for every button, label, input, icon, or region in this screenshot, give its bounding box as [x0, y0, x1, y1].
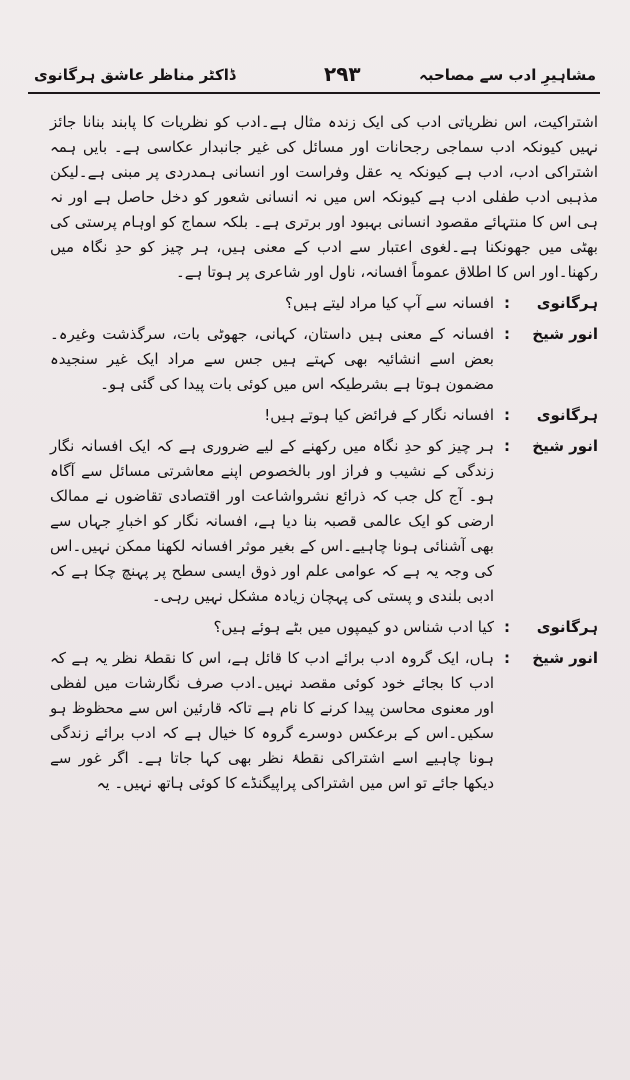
speaker-label: ہرگانوی [536, 294, 598, 312]
speaker-colon: : [504, 406, 510, 424]
page-header [28, 58, 600, 94]
dialogue-text: افسانہ سے آپ کیا مراد لیتے ہیں؟ [284, 294, 494, 312]
dialogue-entry [50, 434, 598, 609]
dialogue-text: افسانہ نگار کے فرائض کیا ہوتے ہیں! [264, 406, 494, 424]
dialogue-entry [50, 615, 598, 640]
speaker-label: ہرگانوی [536, 406, 598, 424]
author-name: ڈاکٹر مناظر عاشق ہرگانوی [34, 66, 236, 84]
dialogue-entry [50, 291, 598, 316]
intro-section [50, 110, 598, 285]
speaker-label: انور شیخ [532, 649, 598, 667]
dialogue-text: افسانہ کے معنی ہیں داستان، کہانی، جھوٹی بات، سرگذشت وغیرہ۔بعض اسے انشائیہ بھی کہتے ہیں جس سے مراد ایک غیر سنجیدہ مضمون ہوتا ہے بشرطیکہ اس میں کوئی بات پیدا کی گئی ہو۔ [50, 325, 494, 393]
speaker-colon: : [504, 618, 510, 636]
dialogue-entry [50, 403, 598, 428]
dialogue-entry [50, 322, 598, 397]
speaker-colon: : [504, 294, 510, 312]
dialogue-entry [50, 646, 598, 796]
speaker-colon: : [504, 437, 510, 455]
page-number: ۲۹۳ [324, 62, 361, 86]
book-title: مشاہیرِ ادب سے مصاحبہ [419, 66, 596, 84]
page-body [50, 110, 598, 796]
dialogue-text: کیا ادب شناس دو کیمپوں میں بٹے ہوئے ہیں؟ [213, 618, 494, 636]
intro-paragraph: اشتراکیت، اس نظریاتی ادب کی ایک زندہ مثال ہے۔ادب کو نظریات کا پابند بنانا جائز نہیں کیونکہ ادب سماجی رجحانات اور مسائل کی غیر جانبدار عکاسی ہے۔ بایں ہمہ اشتراکی ادب، ادب ہے کیونکہ یہ عقل وفراست اور انسانی ہمدردی پر مبنی ہے۔لیکن مذہبی ادب طفلی ادب ہے کیونکہ اس میں نہ انسانی شعور کو دخل حاصل ہے اور نہ ہی اس کا منتہائے مقصود انسانی بہبود اور برتری ہے۔ بلکہ سماج کو اوہام پرستی کی بھٹی میں جھونکنا ہے۔لغوی اعتبار سے ادب کے معنی ہیں، ہر چیز کو حدِ نگاہ میں رکھنا۔اور اس کا اطلاق عموماً افسانہ، ناول اور شاعری پر ہوتا ہے۔ [50, 113, 598, 281]
dialogue-text: ہاں، ایک گروہ ادب برائے ادب کا قائل ہے، اس کا نقطۂ نظر یہ ہے کہ ادب کا بجائے خود کوئی مقصد نہیں۔ادب صرف نگارشات میں لفظی اور معنوی محاسن پیدا کرنے کا نام ہے تاکہ قارئین اس سے محظوظ ہو سکیں۔اس کے برعکس دوسرے گروہ کا خیال ہے کہ ادب برائے زندگی ہونا چاہیے اسے اشتراکی نقطۂ نظر بھی کہا جاتا ہے۔ اگر غور سے دیکھا جائے تو اس میں اشتراکی پراپیگنڈے کا کوئی ہاتھ نہیں۔ یہ [50, 649, 494, 792]
dialogue-text: ہر چیز کو حدِ نگاہ میں رکھنے کے لیے ضروری ہے کہ ایک افسانہ نگار زندگی کے نشیب و فراز اور بالخصوص اپنے معاشرتی مسائل سے آگاہ ہو۔ آج کل جب کہ ذرائع نشرواشاعت اور اقتصادی تقاضوں نے ممالک ارضی کو ایک عالمی قصبہ بنا دیا ہے، افسانہ نگار کو اخبارِ جہاں سے بھی آشنائی ہونا چاہیے۔اس کے بغیر موثر افسانہ لکھنا ممکن نہیں۔اس کی وجہ یہ ہے کہ عوامی علم اور ذوق ایسی سطح پر پہنچ چکا ہے کہ ادبی بلندی و پستی کی پہچان زیادہ مشکل نہیں رہی۔ [50, 437, 494, 605]
speaker-label: انور شیخ [532, 437, 598, 455]
speaker-colon: : [504, 325, 510, 343]
speaker-label: ہرگانوی [536, 618, 598, 636]
speaker-colon: : [504, 649, 510, 667]
speaker-label: انور شیخ [532, 325, 598, 343]
